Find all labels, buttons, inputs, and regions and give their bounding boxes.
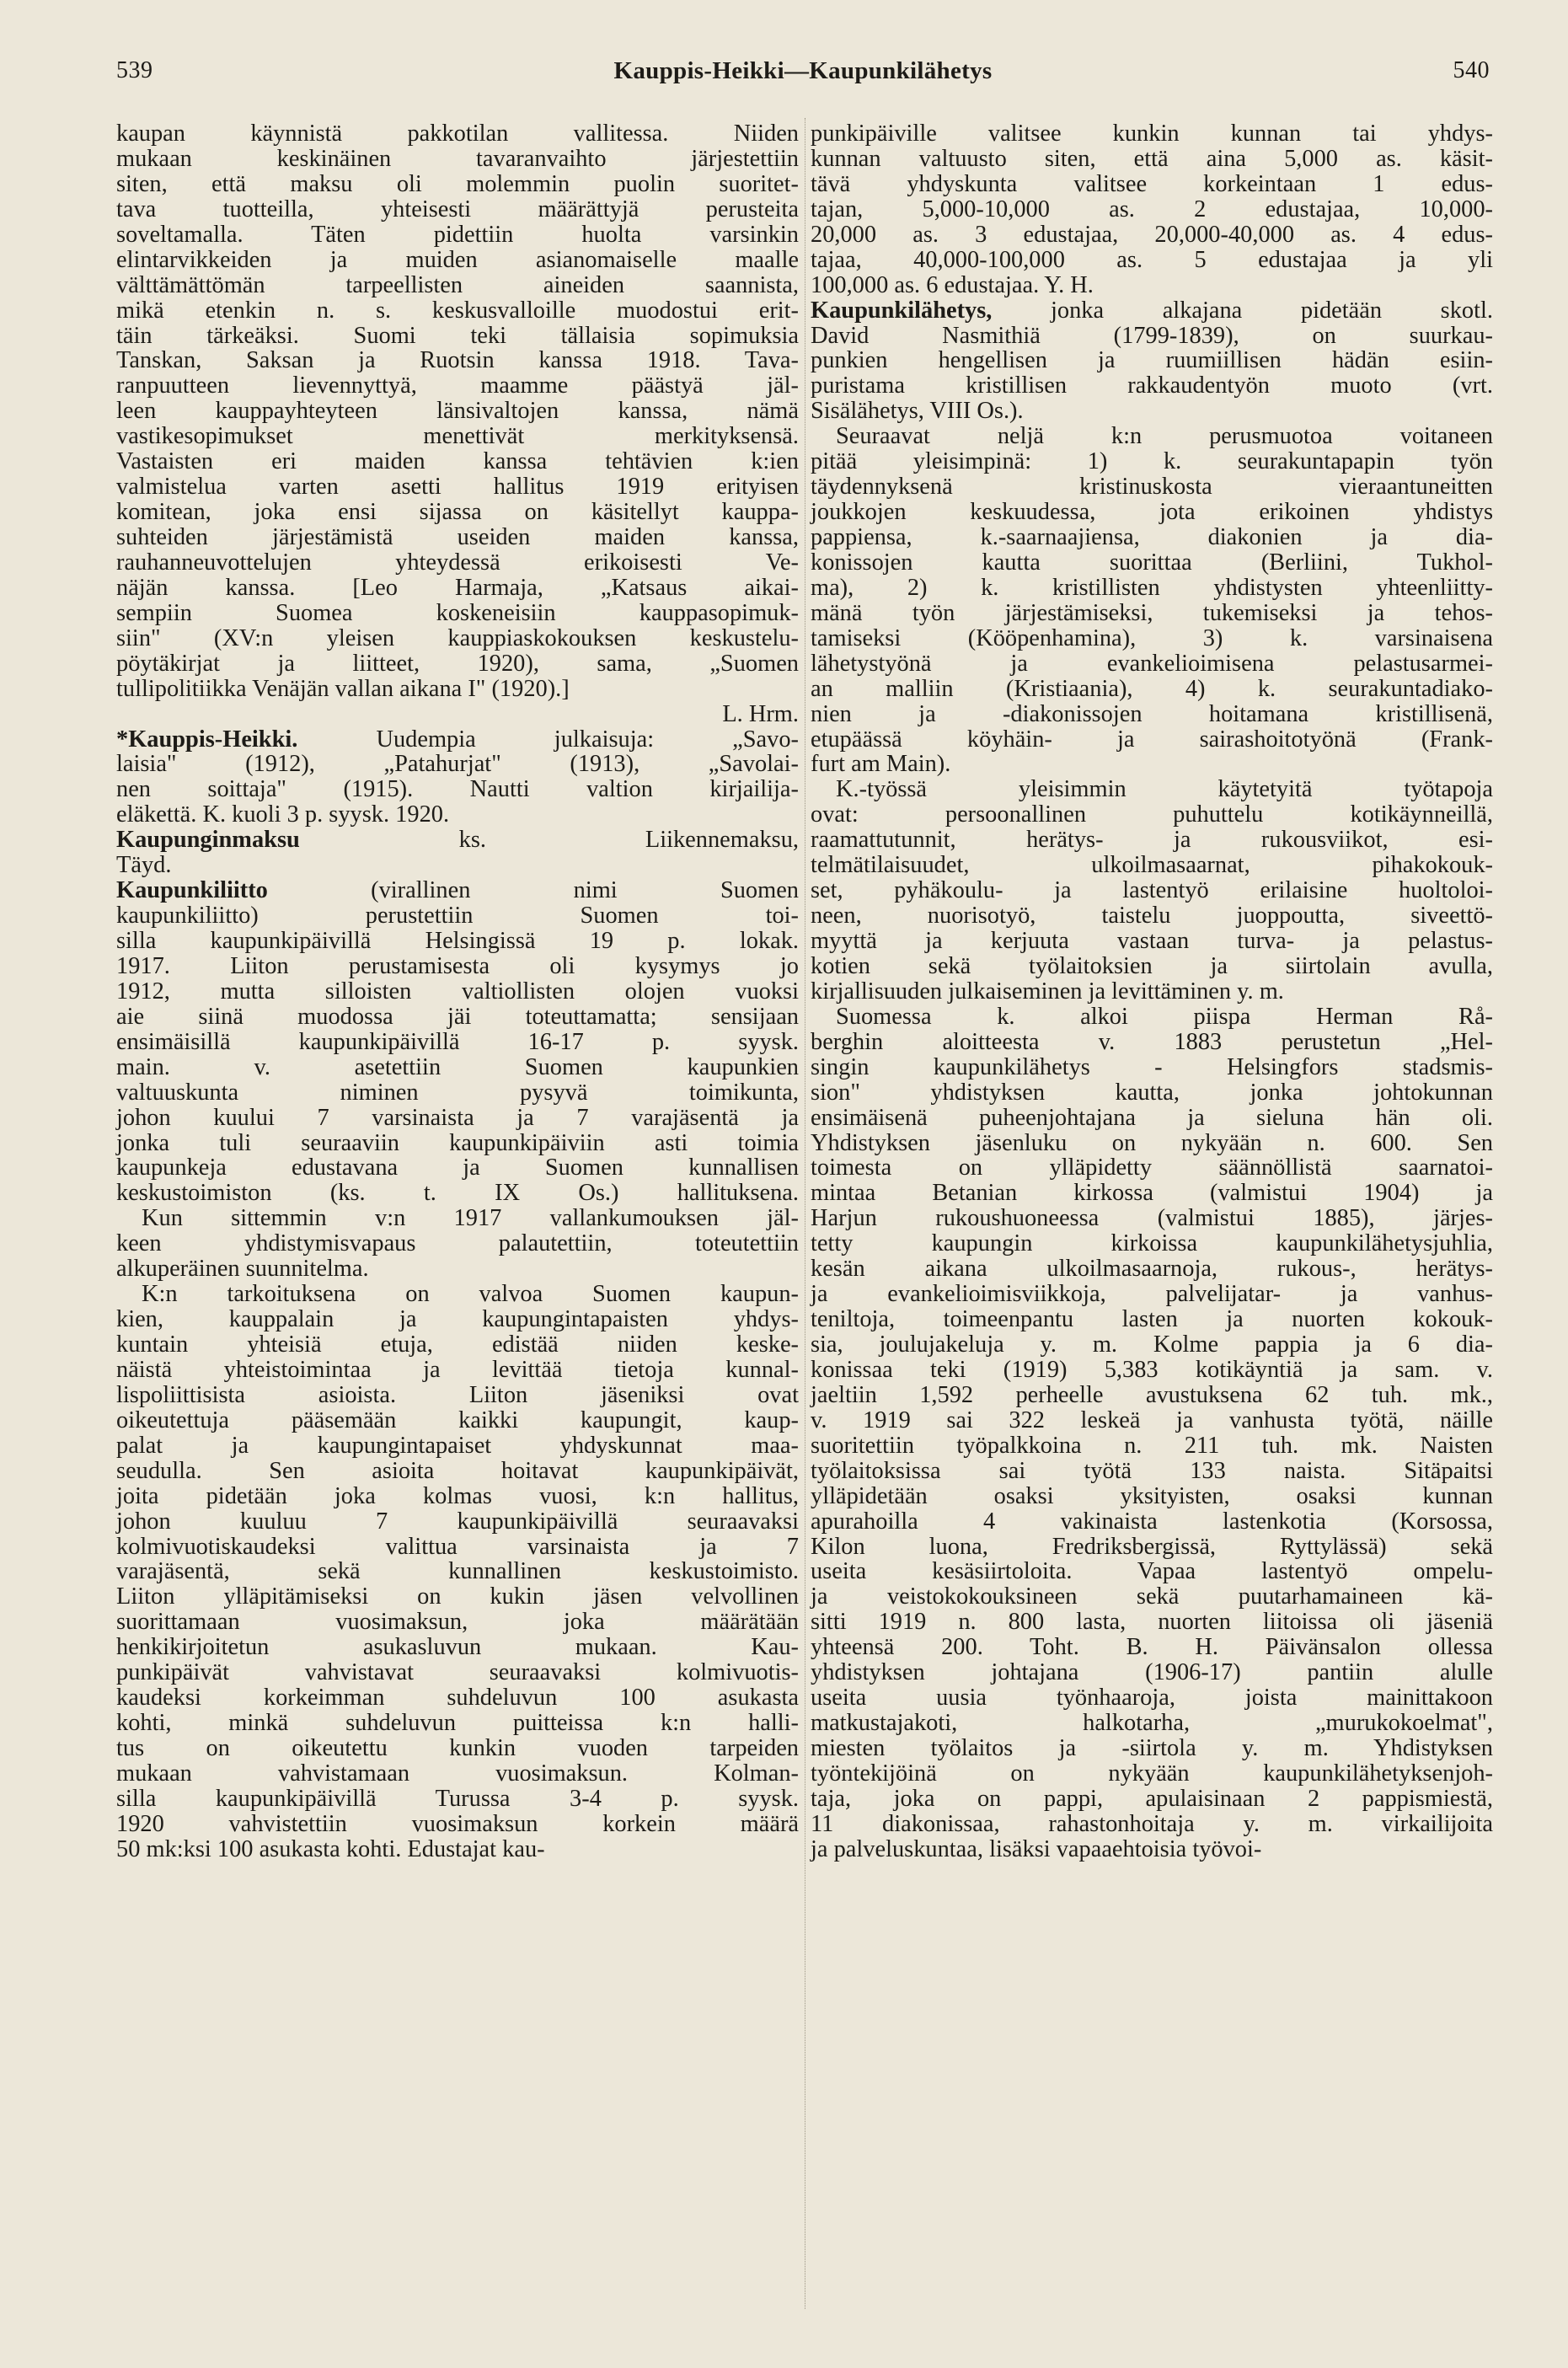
left_column-text-line: soveltamalla. Täten pidettiin huolta varsinkin — [116, 221, 799, 248]
left_column-text-line: silla kaupunkipäivillä Turussa 3-4 p. syysk. — [116, 1785, 799, 1812]
right_column-text-line: K.-työssä yleisimmin käytetyitä työtapoja — [836, 776, 1493, 803]
left_column-text-line: main. v. asetettiin Suomen kaupunkien — [116, 1053, 799, 1080]
right-column — [811, 121, 1493, 1862]
right_column-text-line: useita kesäsiirtoloita. Vapaa lastentyö ompelu- — [811, 1558, 1493, 1585]
right_column-text-line: pappiensa, k.-saarnaajiensa, diakonien ja dia- — [811, 524, 1493, 550]
right_column-text-line: useita uusia työnhaaroja, joista mainittakoon — [811, 1685, 1493, 1712]
column-divider — [805, 118, 806, 2309]
right_column-text-line: tävä yhdyskunta valitsee korkeintaan 1 edus- — [811, 170, 1493, 197]
right_column-text-line: mänä työn järjestämiseksi, tukemiseksi ja tehos- — [811, 599, 1493, 626]
left_column-text-line: oikeutettuja pääsemään kaikki kaupungit, kaup- — [116, 1406, 799, 1433]
right_column-text-line: 20,000 as. 3 edustajaa, 20,000-40,000 as. 4 edus- — [811, 221, 1493, 248]
right_column-text-line: puristama kristillisen rakkaudentyön muoto (vrt. — [811, 372, 1493, 399]
right_column-text-line: ylläpidetään osaksi yksityisten, osaksi kunnan — [811, 1482, 1493, 1509]
right_column-text-line: jaeltiin 1,592 perheelle avustuksena 62 tuh. mk., — [811, 1381, 1493, 1408]
left_column-text-line: pöytäkirjat ja liitteet, 1920), sama, „Suomen — [116, 650, 799, 677]
left_column-text-line: laisia" (1912), „Patahurjat" (1913), „Savolai- — [116, 751, 799, 778]
left_column-text-line: vastikesopimukset menettivät merkityksensä. — [116, 423, 799, 450]
left_column-text-line: kaupunkiliitto) perustettiin Suomen toi- — [116, 903, 799, 930]
left_column-text-line: Täyd. — [116, 852, 172, 879]
right_column-text-line: lähetystyönä ja evankelioimisena pelastusarmei- — [811, 650, 1493, 677]
right_column-text-line: an malliin (Kristiaania), 4) k. seurakuntadiako- — [811, 675, 1493, 702]
right_column-text-line: neen, nuorisotyö, taistelu juoppoutta, siveettö- — [811, 903, 1493, 930]
right_column-text-line: ja veistokokouksineen sekä puutarhamaineen kä- — [811, 1583, 1493, 1610]
left_column-text-line: näjän kanssa. [Leo Harmaja, „Katsaus aikai- — [116, 574, 799, 601]
left_column-text-line: siten, että maksu oli molemmin puolin suoritet- — [116, 170, 799, 197]
right_column-text-line: tajan, 5,000-10,000 as. 2 edustajaa, 10,000- — [811, 196, 1493, 222]
page-number-right: 540 — [1453, 57, 1490, 83]
left_column-text-line: Tanskan, Saksan ja Ruotsin kanssa 1918. Tava- — [116, 347, 799, 374]
right_column-text-line: mintaa Betanian kirkossa (valmistui 1904) ja — [811, 1180, 1493, 1207]
right_column-text-line: Harjun rukoushuoneessa (valmistui 1885), järjes- — [811, 1205, 1493, 1232]
right_column-text-line: etupäässä köyhäin- ja sairashoitotyönä (Frank- — [811, 726, 1493, 753]
right_column-text-line: tamiseksi (Kööpenhamina), 3) k. varsinaisena — [811, 624, 1493, 651]
left_column-text-line: leen kauppayhteyteen länsivaltojen kanssa, nämä — [116, 398, 799, 425]
left_column-text-line: aie siinä muodossa jäi toteuttamatta; sensijaan — [116, 1003, 799, 1030]
left_column-text-line: henkikirjoitetun asukasluvun mukaan. Kau- — [116, 1634, 799, 1661]
right_column-text-line: kotien sekä työlaitoksien ja siirtolain avulla, — [811, 952, 1493, 979]
right_column-text-line: raamattutunnit, herätys- ja rukousviikot, esi- — [811, 827, 1493, 854]
left_column-text-line: L. Hrm. — [722, 700, 799, 727]
right_column-text-line: Sisälähetys, VIII Os.). — [811, 398, 1024, 425]
right_column-text-line: teniltoja, toimeenpantu lasten ja nuorten kokouk- — [811, 1306, 1493, 1333]
left_column-text-line: mukaan vahvistamaan vuosimaksun. Kolman- — [116, 1760, 799, 1787]
right_column-text-line: ensimäisenä puheenjohtajana ja sieluna hän oli. — [811, 1104, 1493, 1131]
left_column-text-line: kaudeksi korkeimman suhdeluvun 100 asukasta — [116, 1685, 799, 1712]
right_column-text-line: täydennyksenä kristinuskosta vieraantuneitten — [811, 474, 1493, 501]
right_column-text-line: sitti 1919 n. 800 lasta, nuorten liitoissa oli jäseniä — [811, 1609, 1493, 1636]
right_column-text-line: työlaitoksissa sai työtä 133 naista. Sitäpaitsi — [811, 1457, 1493, 1484]
right_column-text-line: ja evankelioimisviikkoja, palvelijatar- ja vanhus- — [811, 1281, 1493, 1308]
left_column-text-line: eläkettä. K. kuoli 3 p. syysk. 1920. — [116, 801, 450, 828]
left_column-text-line: tullipolitiikka Venäjän vallan aikana I" (1920).] — [116, 675, 570, 702]
left_column-text-line: keskustoimiston (ks. t. IX Os.) hallituksena. — [116, 1180, 799, 1207]
left_column-text-line: nen soittaja" (1915). Nautti valtion kirjailija- — [116, 776, 799, 803]
left_column-text-line: 1917. Liiton perustamisesta oli kysymys jo — [116, 952, 799, 979]
right_column-text-line: kirjallisuuden julkaiseminen ja levittäminen y. m. — [811, 978, 1284, 1005]
right_column-text-line: David Nasmithiä (1799-1839), on suurkau- — [811, 322, 1493, 349]
left_column-text-line: näistä yhteistoimintaa ja levittää tietoja kunnal- — [116, 1356, 799, 1383]
left_column-text-line: elintarvikkeiden ja muiden asianomaiselle maalle — [116, 246, 799, 273]
right_column-text-line: pitää yleisimpinä: 1) k. seurakuntapapin työn — [811, 448, 1493, 475]
left_column-text-line: valtuuskunta niminen pysyvä toimikunta, — [116, 1079, 799, 1106]
right_column-text-line: työntekijöinä on nykyään kaupunkilähetyksenjoh- — [811, 1760, 1493, 1787]
right_column-text-line: Yhdistyksen jäsenluku on nykyään n. 600. Sen — [811, 1129, 1493, 1156]
left_column-text-line: Liiton ylläpitämiseksi on kukin jäsen velvollinen — [116, 1583, 799, 1610]
right_column-text-line: joukkojen keskuudessa, jota erikoinen yhdistys — [811, 499, 1493, 526]
right_column-text-line: miesten työlaitos ja -siirtola y. m. Yhdistyksen — [811, 1735, 1493, 1761]
left_column-text-line: silla kaupunkipäivillä Helsingissä 19 p. lokak. — [116, 928, 799, 954]
left_column-text-line: K:n tarkoituksena on valvoa Suomen kaupun- — [142, 1281, 799, 1308]
right_column-text-line: konissaa teki (1919) 5,383 kotikäyntiä ja sam. v. — [811, 1356, 1493, 1383]
left_column-text-line: ranpuutteen lievennyttyä, maamme päästyä jäl- — [116, 372, 799, 399]
left_column-text-line: rauhanneuvottelujen yhteydessä erikoisesti Ve- — [116, 549, 799, 576]
left_column-text-line: lispoliittisista asioista. Liiton jäseniksi ovat — [116, 1381, 799, 1408]
left_column-text-line: Vastaisten eri maiden kanssa tehtävien k:ien — [116, 448, 799, 475]
right_column-text-line: yhteensä 200. Toht. B. H. Päivänsalon ollessa — [811, 1634, 1493, 1661]
left_column-text-line: keen yhdistymisvapaus palautettiin, toteutettiin — [116, 1230, 799, 1257]
right_column-text-line: singin kaupunkilähetys - Helsingfors stadsmis- — [811, 1053, 1493, 1080]
left_column-text-line: kaupunkeja edustavana ja Suomen kunnallisen — [116, 1155, 799, 1181]
right_column-text-line: punkien hengellisen ja ruumiillisen hädän esiin- — [811, 347, 1493, 374]
left_column-text-line: Kaupunginmaksu ks. Liikennemaksu, — [116, 827, 799, 854]
left_column-text-line: komitean, joka ensi sijassa on käsitellyt kauppa- — [116, 499, 799, 526]
left_column-text-line: palat ja kaupungintapaiset yhdyskunnat maa- — [116, 1432, 799, 1459]
right_column-text-line: v. 1919 sai 322 leskeä ja vanhusta työtä, näille — [811, 1406, 1493, 1433]
right_column-text-line: ja palveluskuntaa, lisäksi vapaaehtoisia työvoi- — [811, 1835, 1262, 1862]
left_column-text-line: 1920 vahvistettiin vuosimaksun korkein määrä — [116, 1810, 799, 1837]
left_column-text-line: punkipäivät vahvistavat seuraavaksi kolmivuotis- — [116, 1659, 799, 1686]
right_column-text-line: tajaa, 40,000-100,000 as. 5 edustajaa ja yli — [811, 246, 1493, 273]
right_column-text-line: punkipäiville valitsee kunkin kunnan tai yhdys- — [811, 121, 1493, 147]
left_column-text-line: sempiin Suomea koskeneisiin kauppasopimuk- — [116, 599, 799, 626]
right_column-text-line: telmätilaisuudet, ulkoilmasaarnat, pihakokouk- — [811, 852, 1493, 879]
right_column-text-line: ma), 2) k. kristillisten yhdistysten yhteenliitty- — [811, 574, 1493, 601]
running-header — [116, 57, 1490, 94]
left_column-text-line: tava tuotteilla, yhteisesti määrättyjä perusteita — [116, 196, 799, 222]
right_column-text-line: apurahoilla 4 vakinaista lastenkotia (Korsossa, — [811, 1508, 1493, 1535]
left_column-text-line: johon kuuluu 7 kaupunkipäivillä seuraavaksi — [116, 1508, 799, 1535]
left_column-text-line: suhteiden järjestämistä useiden maiden kanssa, — [116, 524, 799, 550]
left_column-text-line: kolmivuotiskaudeksi valittua varsinaista ja 7 — [116, 1533, 799, 1560]
right_column-text-line: Seuraavat neljä k:n perusmuotoa voitaneen — [836, 423, 1493, 450]
left_column-text-line: kaupan käynnistä pakkotilan vallitessa. Niiden — [116, 121, 799, 147]
left_column-text-line: välttämättömän tarpeellisten aineiden saannista, — [116, 271, 799, 298]
right_column-text-line: Kilon luona, Fredriksbergissä, Ryttylässä) sekä — [811, 1533, 1493, 1560]
left_column-text-line: varajäsentä, sekä kunnallinen keskustoimisto. — [116, 1558, 799, 1585]
right_column-text-line: sion" yhdistyksen kautta, jonka johtokunnan — [811, 1079, 1493, 1106]
left_column-text-line: Kaupunkiliitto (virallinen nimi Suomen — [116, 877, 799, 904]
right_column-text-line: myyttä ja kerjuuta vastaan turva- ja pelastus- — [811, 928, 1493, 954]
right_column-text-line: berghin aloitteesta v. 1883 perustetun „Hel- — [811, 1028, 1493, 1055]
left_column-text-line: suorittamaan vuosimaksun, joka määrätään — [116, 1609, 799, 1636]
left_column-text-line: täin tärkeäksi. Suomi teki tällaisia sopimuksia — [116, 322, 799, 349]
left_column-text-line: 1912, mutta silloisten valtiollisten olojen vuoksi — [116, 978, 799, 1005]
left_column-text-line: ensimäisillä kaupunkipäivillä 16-17 p. syysk. — [116, 1028, 799, 1055]
left_column-text-line: 50 mk:ksi 100 asukasta kohti. Edustajat kau- — [116, 1835, 545, 1862]
right_column-text-line: furt am Main). — [811, 751, 951, 778]
left_column-text-line: valmistelua varten asetti hallitus 1919 erityisen — [116, 474, 799, 501]
left_column-text-line: kien, kauppalain ja kaupungintapaisten yhdys- — [116, 1306, 799, 1333]
left_column-text-line: seudulla. Sen asioita hoitavat kaupunkipäivät, — [116, 1457, 799, 1484]
page-number-left: 539 — [116, 57, 153, 83]
right_column-text-line: kesän aikana ulkoilmasaarnoja, rukous-, herätys- — [811, 1256, 1493, 1283]
right_column-text-line: set, pyhäkoulu- ja lastentyö erilaisine huoltoloi- — [811, 877, 1493, 904]
right_column-text-line: nien ja -diakonissojen hoitamana kristillisenä, — [811, 700, 1493, 727]
right_column-text-line: toimesta on ylläpidetty säännöllistä saarnatoi- — [811, 1155, 1493, 1181]
left_column-text-line: *Kauppis-Heikki. Uudempia julkaisuja: „Savo- — [116, 726, 799, 753]
right_column-text-line: 100,000 as. 6 edustajaa. Y. H. — [811, 271, 1094, 298]
right_column-text-line: sia, joulujakeluja y. m. Kolme pappia ja 6 dia- — [811, 1331, 1493, 1358]
right_column-text-line: matkustajakoti, halkotarha, „murukokoelmat", — [811, 1710, 1493, 1737]
running-title: Kauppis-Heikki—Kaupunkilähetys — [613, 57, 993, 84]
right_column-text-line: Kaupunkilähetys, jonka alkajana pidetään skotl. — [811, 297, 1493, 324]
right_column-text-line: taja, joka on pappi, apulaisinaan 2 pappismiestä, — [811, 1785, 1493, 1812]
left_column-text-line: siin" (XV:n yleisen kauppiaskokouksen keskustelu- — [116, 624, 799, 651]
left_column-text-line: Kun sittemmin v:n 1917 vallankumouksen jäl- — [142, 1205, 799, 1232]
right_column-text-line: yhdistyksen johtajana (1906-17) pantiin alulle — [811, 1659, 1493, 1686]
right_column-text-line: kunnan valtuusto siten, että aina 5,000 as. käsit- — [811, 145, 1493, 172]
left_column-text-line: alkuperäinen suunnitelma. — [116, 1256, 369, 1283]
left_column-text-line: mikä etenkin n. s. keskusvalloille muodostui erit- — [116, 297, 799, 324]
left_column-text-line: joita pidetään joka kolmas vuosi, k:n hallitus, — [116, 1482, 799, 1509]
left_column-text-line: tus on oikeutettu kunkin vuoden tarpeiden — [116, 1735, 799, 1761]
right_column-text-line: tetty kaupungin kirkoissa kaupunkilähetysjuhlia, — [811, 1230, 1493, 1257]
left-column — [116, 121, 799, 1862]
left_column-text-line: johon kuului 7 varsinaista ja 7 varajäsentä ja — [116, 1104, 799, 1131]
right_column-text-line: suoritettiin työpalkkoina n. 211 tuh. mk. Naisten — [811, 1432, 1493, 1459]
left_column-text-line: kuntain yhteisiä etuja, edistää niiden keske- — [116, 1331, 799, 1358]
left_column-text-line: mukaan keskinäinen tavaranvaihto järjestettiin — [116, 145, 799, 172]
right_column-text-line: ovat: persoonallinen puhuttelu kotikäynneillä, — [811, 801, 1493, 828]
left_column-text-line: jonka tuli seuraaviin kaupunkipäiviin asti toimia — [116, 1129, 799, 1156]
right_column-text-line: 11 diakonissaa, rahastonhoitaja y. m. virkailijoita — [811, 1810, 1493, 1837]
right_column-text-line: Suomessa k. alkoi piispa Herman Rå- — [836, 1003, 1493, 1030]
left_column-text-line: kohti, minkä suhdeluvun puitteissa k:n halli- — [116, 1710, 799, 1737]
right_column-text-line: konissojen kautta suorittaa (Berliini, Tukhol- — [811, 549, 1493, 576]
